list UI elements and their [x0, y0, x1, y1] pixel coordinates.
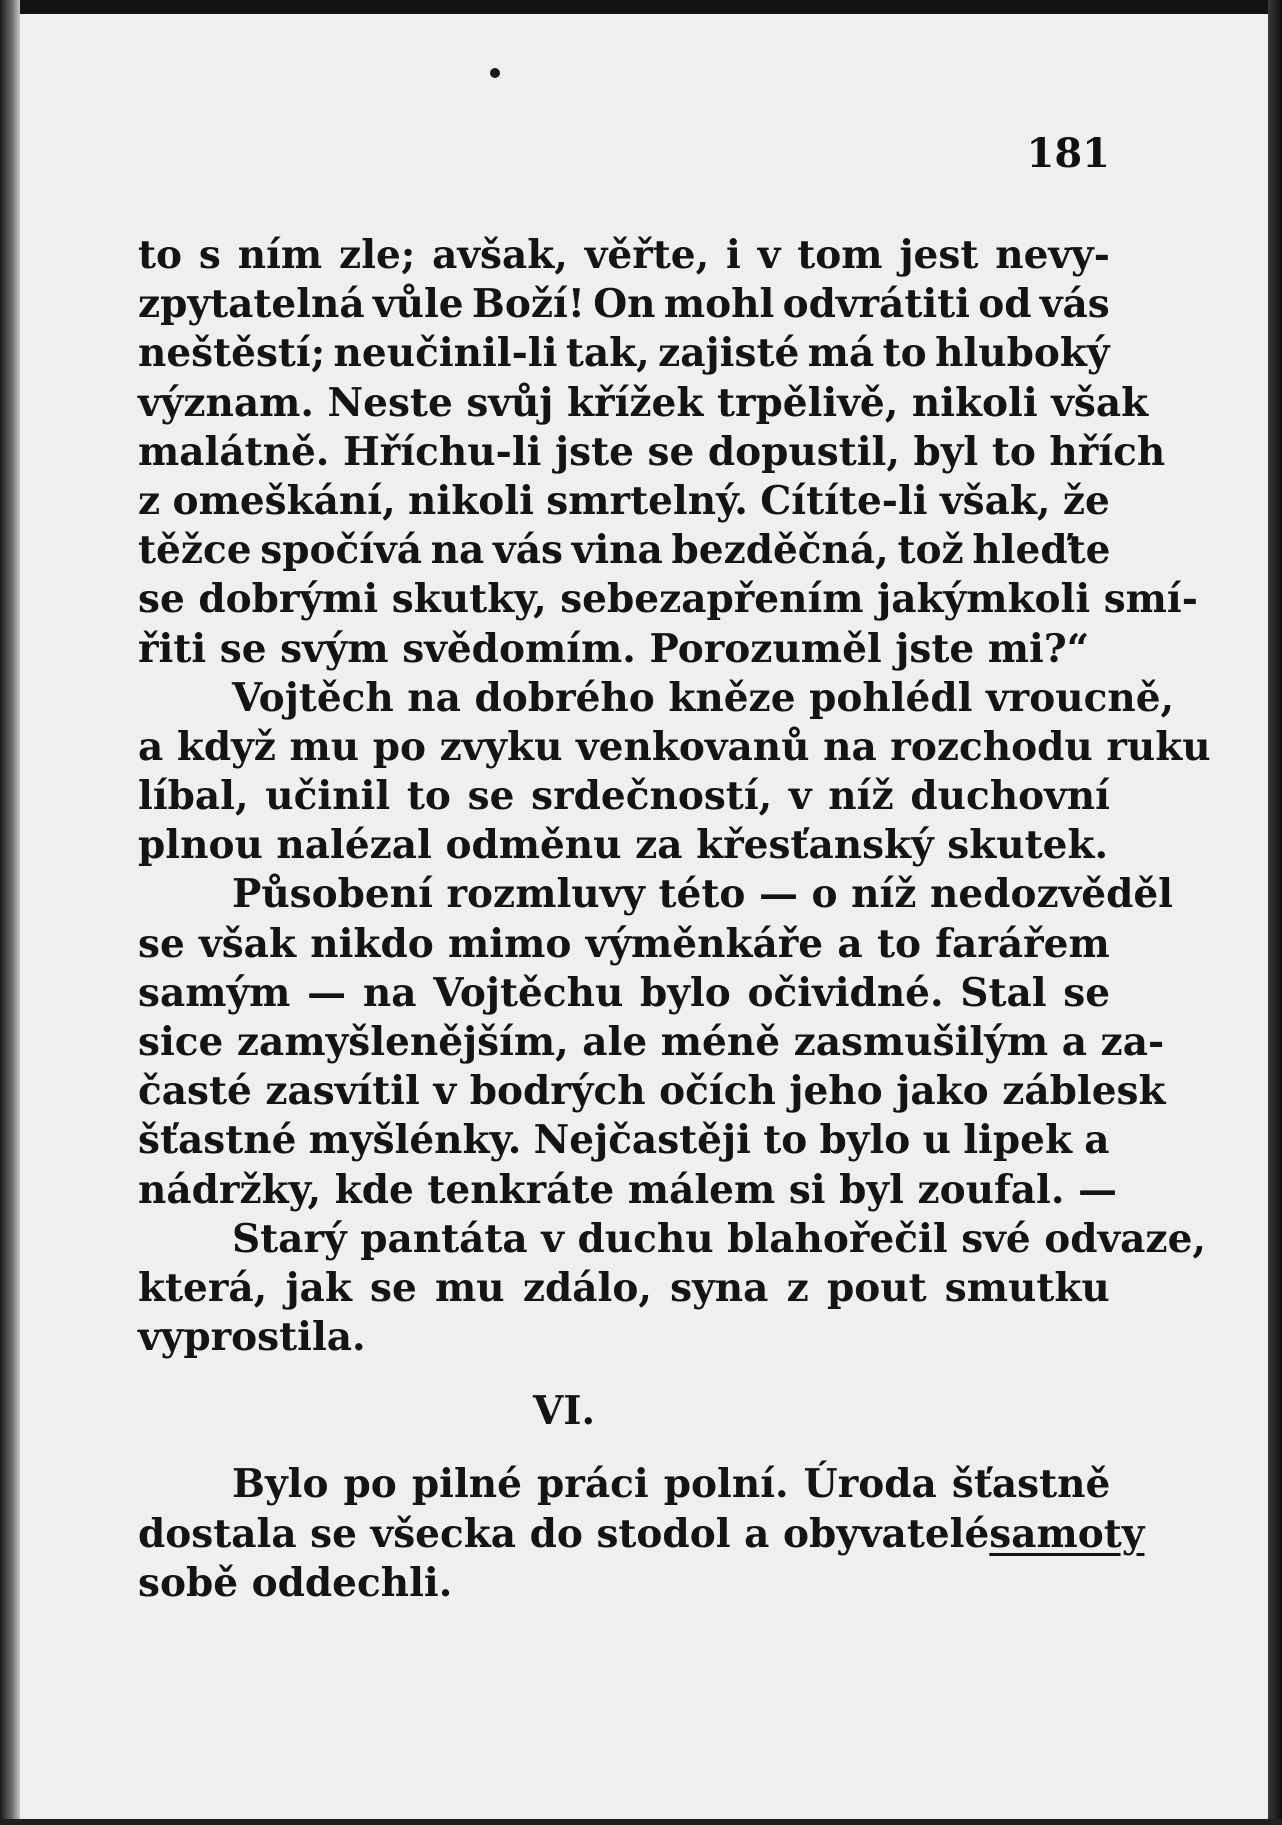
- text-line: vyprostila.: [138, 1314, 366, 1361]
- text-line: význam. Neste svůj křížek trpělivě, nikoli však: [138, 379, 1149, 426]
- text-line: časté zasvítil v bodrých očích jeho jako záblesk: [138, 1068, 1166, 1115]
- paragraph-5: [138, 1460, 1145, 1608]
- text-line: neštěstí; neučinil-li tak, zajisté má to hluboký: [138, 330, 1110, 377]
- text-line: Působení rozmluvy této — o níž nedozvěděl: [232, 871, 1173, 918]
- text-line: to s ním zle; avšak, věřte, i v tom jest nevy-: [138, 232, 1110, 278]
- text-line: Vojtěch na dobrého kněze pohlédl vroucně,: [232, 674, 1175, 721]
- section-heading: VI.: [532, 1388, 596, 1435]
- text-line: zpytatelná vůle Boží! On mohl odvrátiti od vás: [138, 281, 1110, 328]
- text-line: [138, 1510, 1145, 1559]
- text-line: sice zamyšlenějším, ale méně zasmušilým a za-: [138, 1019, 1165, 1065]
- paragraph-1: [138, 231, 1198, 674]
- underlined-word: samoty: [989, 1510, 1145, 1557]
- text-line: sobě oddechli.: [138, 1559, 453, 1606]
- scan-border-bottom: [0, 1819, 1282, 1825]
- scan-border-right: [1268, 0, 1282, 1825]
- ink-dot: [490, 68, 500, 78]
- text-line: samým — na Vojtěchu bylo očividné. Stal se: [138, 969, 1111, 1016]
- page-number: 181: [1026, 130, 1110, 177]
- text-line: plnou nalézal odměnu za křesťanský skutek.: [138, 822, 1109, 869]
- text-line: nádržky, kde tenkráte málem si byl zoufal. —: [138, 1166, 1118, 1213]
- paragraph-3: [138, 870, 1173, 1214]
- text-line: řiti se svým svědomím. Porozuměl jste mi?“: [138, 625, 1090, 672]
- paragraph-2: [138, 674, 1211, 871]
- text-line: šťastné myšlénky. Nejčastěji to bylo u lipek a: [138, 1117, 1110, 1164]
- scan-border-top: [0, 0, 1282, 14]
- text-line: a když mu po zvyku venkovanů na rozchodu ruku: [138, 723, 1211, 770]
- text-line: Bylo po pilné práci polní. Úroda šťastně: [232, 1461, 1111, 1508]
- scan-border-left: [0, 0, 20, 1825]
- text-line: malátně. Hříchu-li jste se dopustil, byl to hřích: [138, 428, 1166, 475]
- text-segment: dostala se všecka do stodol a obyvatelé: [138, 1510, 990, 1557]
- text-line: těžce spočívá na vás vina bezděčná, tož hleďte: [138, 527, 1111, 574]
- text-line: se však nikdo mimo výměnkáře a to farářem: [138, 920, 1110, 967]
- body-text: [138, 231, 1211, 1608]
- text-line: která, jak se mu zdálo, syna z pout smutku: [138, 1264, 1110, 1311]
- text-line: líbal, učinil to se srdečností, v níž duchovní: [138, 773, 1110, 820]
- text-line: Starý pantáta v duchu blahořečil své odvaze,: [232, 1215, 1206, 1262]
- text-line: z omeškání, nikoli smrtelný. Cítíte-li však, že: [138, 477, 1110, 524]
- paragraph-4: [138, 1215, 1206, 1363]
- text-line: se dobrými skutky, sebezapřením jakýmkoli smí-: [138, 576, 1198, 623]
